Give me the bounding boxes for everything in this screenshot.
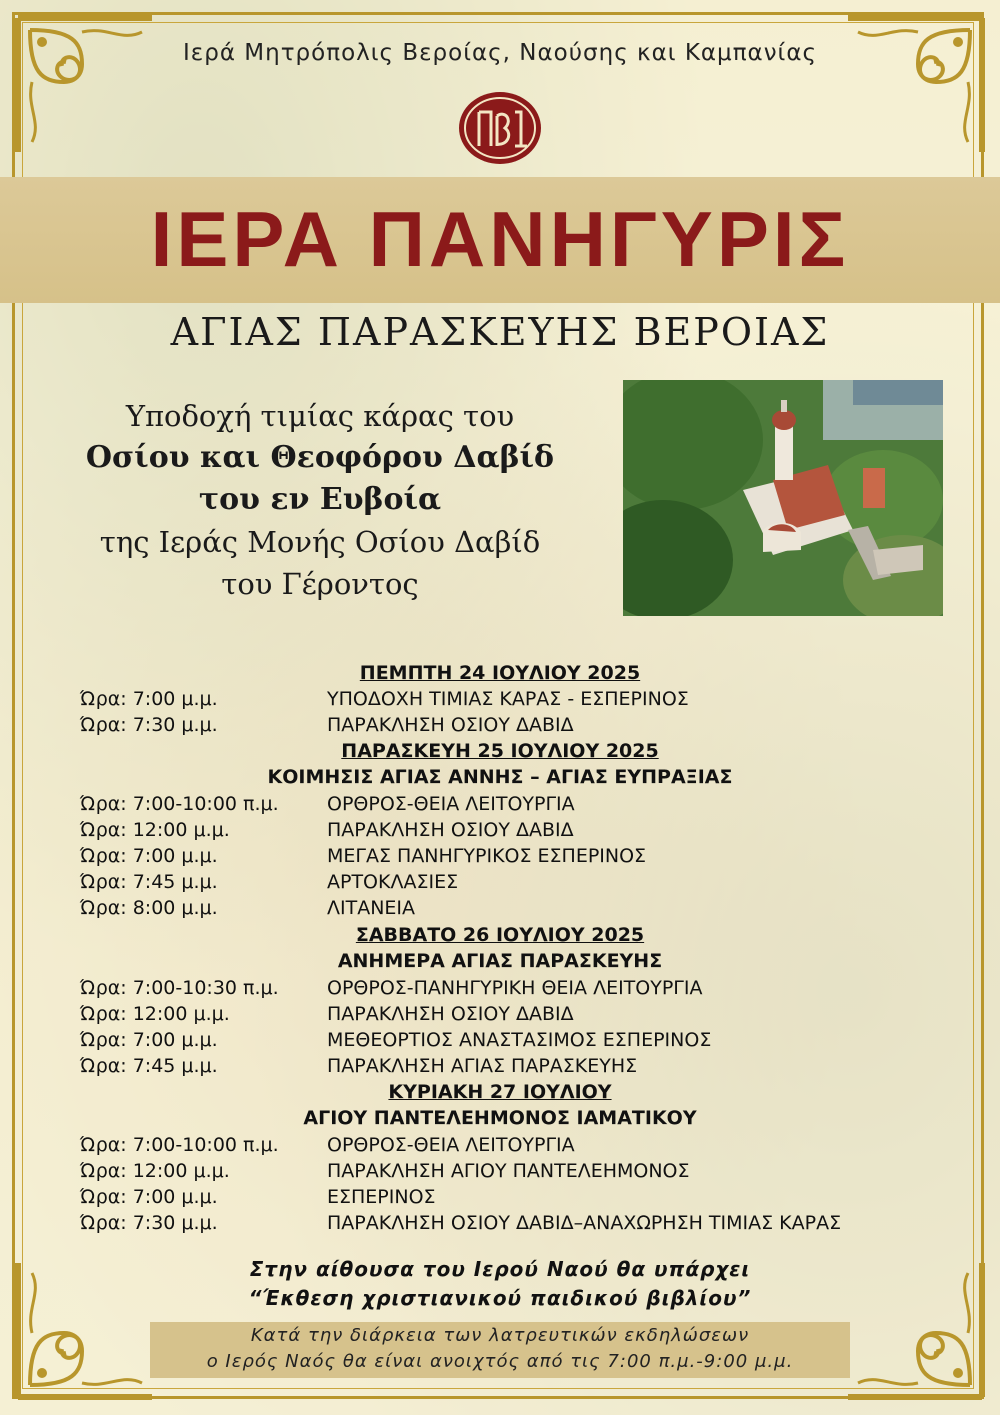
event-name: ΑΡΤΟΚΛΑΣΙΕΣ [327,871,459,893]
day-heading [0,924,1000,946]
day-heading-text: ΚΥΡΙΑΚΗ 27 ΙΟΥΛΙΟΥ [388,1081,612,1103]
intro-line-bold: Οσίου και Θεοφόρου Δαβίδ [85,440,555,475]
event-time: Ώρα: 7:45 μ.μ. [80,871,218,893]
opening-hours-line: ο Ιερός Ναός θα είναι ανοιχτός από τις 7:00 π.μ.-9:00 μ.μ. [206,1351,794,1372]
intro-line: Υποδοχή τιμίας κάρας του [125,399,515,433]
event-name: ΠΑΡΑΚΛΗΣΗ ΟΣΙΟΥ ΔΑΒΙΔ [327,714,574,736]
event-name: ΕΣΠΕΡΙΝΟΣ [327,1186,436,1208]
event-name: ΠΑΡΑΚΛΗΣΗ ΟΣΙΟΥ ΔΑΒΙΔ [327,1003,574,1025]
exhibition-title: “Έκθεση χριστιανικού παιδικού βιβλίου” [248,1286,752,1310]
intro-line: του Γέροντος [221,567,419,601]
event-name: ΛΙΤΑΝΕΙΑ [327,897,416,919]
event-name: ΠΑΡΑΚΛΗΣΗ ΑΓΙΟΥ ΠΑΝΤΕΛΕΗΜΟΝΟΣ [327,1160,690,1182]
event-time: Ώρα: 7:00-10:00 π.μ. [80,793,279,815]
intro-line-bold: του εν Ευβοία [198,482,442,517]
corner-ornament-icon [12,12,162,162]
day-heading-text: ΣΑΒΒΑΤΟ 26 ΙΟΥΛΙΟΥ 2025 [355,924,645,946]
corner-ornament-icon [838,12,988,162]
relic-intro [40,395,600,605]
event-name: ΟΡΘΡΟΣ-ΠΑΝΗΓΥΡΙΚΗ ΘΕΙΑ ΛΕΙΤΟΥΡΓΙΑ [327,977,703,999]
event-time: Ώρα: 12:00 μ.μ. [80,819,230,841]
event-name: ΥΠΟΔΟΧΗ ΤΙΜΙΑΣ ΚΑΡΑΣ - ΕΣΠΕΡΙΝΟΣ [327,688,689,710]
event-name: ΠΑΡΑΚΛΗΣΗ ΑΓΙΑΣ ΠΑΡΑΣΚΕΥΗΣ [327,1055,638,1077]
church-subtitle: ΑΓΙΑΣ ΠΑΡΑΣΚΕΥΗΣ ΒΕΡΟΙΑΣ [170,310,830,354]
event-time: Ώρα: 7:00 μ.μ. [80,1186,218,1208]
event-time: Ώρα: 12:00 μ.μ. [80,1160,230,1182]
exhibition-line: Στην αίθουσα του Ιερού Ναού θα υπάρχει [249,1257,751,1281]
event-time: Ώρα: 7:00 μ.μ. [80,1029,218,1051]
event-name: ΜΕΓΑΣ ΠΑΝΗΓΥΡΙΚΟΣ ΕΣΠΕΡΙΝΟΣ [327,845,647,867]
event-name: ΜΕΘΕΟΡΤΙΟΣ ΑΝΑΣΤΑΣΙΜΟΣ ΕΣΠΕΡΙΝΟΣ [327,1029,712,1051]
event-name: ΟΡΘΡΟΣ-ΘΕΙΑ ΛΕΙΤΟΥΡΓΙΑ [327,793,575,815]
church-aerial-photo [623,380,943,616]
event-name: ΠΑΡΑΚΛΗΣΗ ΟΣΙΟΥ ΔΑΒΙΔ [327,819,574,841]
metropolis-seal-icon [457,90,543,166]
event-time: Ώρα: 7:00-10:00 π.μ. [80,1134,279,1156]
event-time: Ώρα: 8:00 μ.μ. [80,897,218,919]
intro-line: της Ιεράς Μονής Οσίου Δαβίδ [99,525,541,559]
event-name: ΠΑΡΑΚΛΗΣΗ ΟΣΙΟΥ ΔΑΒΙΔ–ΑΝΑΧΩΡΗΣΗ ΤΙΜΙΑΣ ΚΑΡΑΣ [327,1212,842,1234]
event-time: Ώρα: 7:00 μ.μ. [80,688,218,710]
event-time: Ώρα: 7:30 μ.μ. [80,1212,218,1234]
day-heading-text: ΠΕΜΠΤΗ 24 ΙΟΥΛΙΟΥ 2025 [359,662,641,684]
day-subheading: ΑΓΙΟΥ ΠΑΝΤΕΛΕΗΜΟΝΟΣ ΙΑΜΑΤΙΚΟΥ [303,1107,697,1129]
event-name: ΟΡΘΡΟΣ-ΘΕΙΑ ΛΕΙΤΟΥΡΓΙΑ [327,1134,575,1156]
opening-hours-line: Κατά την διάρκεια των λατρευτικών εκδηλώσεων [250,1325,750,1346]
event-time: Ώρα: 7:30 μ.μ. [80,714,218,736]
day-subheading: ΚΟΙΜΗΣΙΣ ΑΓΙΑΣ ΑΝΝΗΣ – ΑΓΙΑΣ ΕΥΠΡΑΞΙΑΣ [267,766,733,788]
metropolis-name: Ιερά Μητρόπολις Βεροίας, Ναούσης και Καμπανίας [183,40,817,66]
event-time: Ώρα: 7:45 μ.μ. [80,1055,218,1077]
day-subheading: ΑΝΗΜΕΡΑ ΑΓΙΑΣ ΠΑΡΑΣΚΕΥΗΣ [337,950,663,972]
event-time: Ώρα: 7:00-10:30 π.μ. [80,977,279,999]
day-heading [0,1081,1000,1103]
day-heading [0,740,1000,762]
day-heading [0,662,1000,684]
event-time: Ώρα: 7:00 μ.μ. [80,845,218,867]
day-heading-text: ΠΑΡΑΣΚΕΥΗ 25 ΙΟΥΛΙΟΥ 2025 [341,740,659,762]
event-time: Ώρα: 12:00 μ.μ. [80,1003,230,1025]
page-title: ΙΕΡΑ ΠΑΝΗΓΥΡΙΣ [150,195,850,283]
